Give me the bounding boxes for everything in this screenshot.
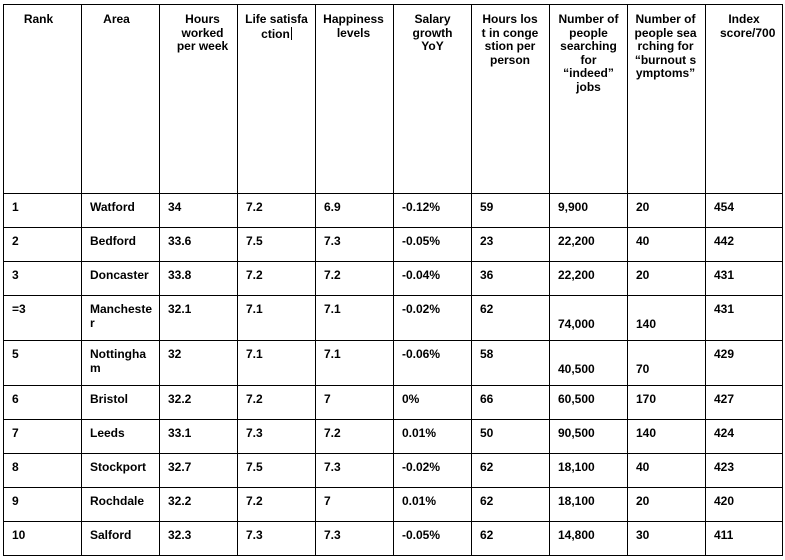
cell-burnout-searches[interactable]: 30 xyxy=(628,522,706,556)
cell-hours-worked[interactable]: 33.1 xyxy=(160,420,238,454)
cell-indeed-searches[interactable]: 14,800 xyxy=(550,522,628,556)
cell-happiness[interactable]: 7.1 xyxy=(316,296,394,341)
table-row xyxy=(4,194,783,228)
table-row xyxy=(4,262,783,296)
cell-life-satisfaction[interactable]: 7.2 xyxy=(238,488,316,522)
table-row xyxy=(4,296,783,341)
header-burnout-searches[interactable]: Number of people searching for “burnout symptoms” xyxy=(628,5,706,194)
cell-rank[interactable]: 10 xyxy=(4,522,82,556)
burnout-index-table xyxy=(3,4,783,556)
cell-area[interactable]: Manchester xyxy=(82,296,160,341)
cell-salary-growth[interactable]: 0.01% xyxy=(394,488,472,522)
cell-index-score[interactable]: 424 xyxy=(706,420,783,454)
cell-hours-lost[interactable]: 62 xyxy=(472,454,550,488)
cell-rank[interactable]: 1 xyxy=(4,194,82,228)
cell-indeed-searches[interactable]: 18,100 xyxy=(550,488,628,522)
cell-happiness[interactable]: 7 xyxy=(316,386,394,420)
table-row xyxy=(4,386,783,420)
cell-happiness[interactable]: 7.2 xyxy=(316,420,394,454)
cell-rank[interactable]: 9 xyxy=(4,488,82,522)
header-row xyxy=(4,5,783,194)
table-row xyxy=(4,488,783,522)
cell-hours-worked[interactable]: 32.7 xyxy=(160,454,238,488)
table-row xyxy=(4,522,783,556)
cell-area[interactable]: Bedford xyxy=(82,228,160,262)
cell-life-satisfaction[interactable]: 7.2 xyxy=(238,194,316,228)
cell-life-satisfaction[interactable]: 7.2 xyxy=(238,386,316,420)
cell-hours-worked[interactable]: 32.3 xyxy=(160,522,238,556)
cell-hours-worked[interactable]: 33.8 xyxy=(160,262,238,296)
cell-hours-worked[interactable]: 32.2 xyxy=(160,386,238,420)
cell-salary-growth[interactable]: -0.02% xyxy=(394,454,472,488)
cell-happiness[interactable]: 7.1 xyxy=(316,341,394,386)
cell-salary-growth[interactable]: -0.02% xyxy=(394,296,472,341)
table-body xyxy=(4,194,783,556)
cell-index-score[interactable]: 420 xyxy=(706,488,783,522)
cell-hours-worked[interactable]: 32.2 xyxy=(160,488,238,522)
cell-hours-lost[interactable]: 23 xyxy=(472,228,550,262)
cell-life-satisfaction[interactable]: 7.5 xyxy=(238,454,316,488)
cell-life-satisfaction[interactable]: 7.1 xyxy=(238,296,316,341)
cell-salary-growth[interactable]: -0.05% xyxy=(394,522,472,556)
cell-happiness[interactable]: 7.3 xyxy=(316,522,394,556)
cell-area[interactable]: Doncaster xyxy=(82,262,160,296)
cell-area[interactable]: Leeds xyxy=(82,420,160,454)
cell-index-score[interactable]: 431 xyxy=(706,296,783,341)
cell-index-score[interactable]: 442 xyxy=(706,228,783,262)
cell-rank[interactable]: 8 xyxy=(4,454,82,488)
cell-hours-lost[interactable]: 62 xyxy=(472,522,550,556)
cell-burnout-searches[interactable]: 170 xyxy=(628,386,706,420)
cell-index-score[interactable]: 411 xyxy=(706,522,783,556)
cell-indeed-searches[interactable]: 18,100 xyxy=(550,454,628,488)
cell-hours-lost[interactable]: 50 xyxy=(472,420,550,454)
cell-burnout-searches[interactable]: 140 xyxy=(628,296,706,341)
cell-rank[interactable]: 7 xyxy=(4,420,82,454)
cell-rank[interactable]: 3 xyxy=(4,262,82,296)
cell-area[interactable]: Bristol xyxy=(82,386,160,420)
cell-salary-growth[interactable]: 0.01% xyxy=(394,420,472,454)
cell-burnout-searches[interactable]: 70 xyxy=(628,341,706,386)
header-area[interactable]: Area xyxy=(82,5,160,194)
cell-indeed-searches[interactable]: 22,200 xyxy=(550,228,628,262)
cell-hours-worked[interactable]: 33.6 xyxy=(160,228,238,262)
cell-rank[interactable]: 5 xyxy=(4,341,82,386)
cell-happiness[interactable]: 6.9 xyxy=(316,194,394,228)
cell-rank[interactable]: =3 xyxy=(4,296,82,341)
header-life-satisfaction-text: Life satisfaction xyxy=(245,12,308,41)
cell-salary-growth[interactable]: -0.05% xyxy=(394,228,472,262)
cell-burnout-searches[interactable]: 140 xyxy=(628,420,706,454)
cell-hours-lost[interactable]: 58 xyxy=(472,341,550,386)
cell-indeed-searches[interactable]: 90,500 xyxy=(550,420,628,454)
table-row xyxy=(4,454,783,488)
cell-happiness[interactable]: 7 xyxy=(316,488,394,522)
cell-salary-growth[interactable]: -0.06% xyxy=(394,341,472,386)
cell-life-satisfaction[interactable]: 7.5 xyxy=(238,228,316,262)
cell-hours-lost[interactable]: 62 xyxy=(472,296,550,341)
cell-salary-growth[interactable]: 0% xyxy=(394,386,472,420)
cell-burnout-searches[interactable]: 20 xyxy=(628,262,706,296)
cell-index-score[interactable]: 423 xyxy=(706,454,783,488)
cell-burnout-searches[interactable]: 20 xyxy=(628,194,706,228)
cell-indeed-searches[interactable]: 60,500 xyxy=(550,386,628,420)
cell-area[interactable]: Salford xyxy=(82,522,160,556)
cell-index-score[interactable]: 431 xyxy=(706,262,783,296)
cell-area[interactable]: Nottingham xyxy=(82,341,160,386)
cell-hours-worked[interactable]: 32 xyxy=(160,341,238,386)
header-hours-worked[interactable]: Hours worked per week xyxy=(160,5,238,194)
cell-life-satisfaction[interactable]: 7.3 xyxy=(238,420,316,454)
header-index-score[interactable]: Index score/700 xyxy=(706,5,783,194)
header-happiness[interactable]: Happiness levels xyxy=(316,5,394,194)
cell-salary-growth[interactable]: -0.12% xyxy=(394,194,472,228)
table-row xyxy=(4,228,783,262)
cell-hours-lost[interactable]: 66 xyxy=(472,386,550,420)
header-indeed-searches[interactable]: Number of people searching for “indeed” jobs xyxy=(550,5,628,194)
cell-hours-worked[interactable]: 32.1 xyxy=(160,296,238,341)
cell-hours-lost[interactable]: 62 xyxy=(472,488,550,522)
table-row xyxy=(4,420,783,454)
cell-life-satisfaction[interactable]: 7.3 xyxy=(238,522,316,556)
cell-salary-growth[interactable]: -0.04% xyxy=(394,262,472,296)
cell-happiness[interactable]: 7.3 xyxy=(316,228,394,262)
cell-index-score[interactable]: 429 xyxy=(706,341,783,386)
cell-area[interactable]: Stockport xyxy=(82,454,160,488)
cell-life-satisfaction[interactable]: 7.1 xyxy=(238,341,316,386)
cell-burnout-searches[interactable]: 20 xyxy=(628,488,706,522)
cell-rank[interactable]: 6 xyxy=(4,386,82,420)
text-cursor xyxy=(291,27,292,40)
header-rank[interactable]: Rank xyxy=(4,5,82,194)
header-salary-growth[interactable]: Salary growth YoY xyxy=(394,5,472,194)
table-row xyxy=(4,341,783,386)
cell-burnout-searches[interactable]: 40 xyxy=(628,228,706,262)
cell-rank[interactable]: 2 xyxy=(4,228,82,262)
cell-indeed-searches[interactable]: 40,500 xyxy=(550,341,628,386)
header-hours-lost[interactable]: Hours lost in congestion per person xyxy=(472,5,550,194)
cell-hours-lost[interactable]: 36 xyxy=(472,262,550,296)
cell-happiness[interactable]: 7.2 xyxy=(316,262,394,296)
cell-hours-worked[interactable]: 34 xyxy=(160,194,238,228)
cell-area[interactable]: Rochdale xyxy=(82,488,160,522)
cell-burnout-searches[interactable]: 40 xyxy=(628,454,706,488)
cell-life-satisfaction[interactable]: 7.2 xyxy=(238,262,316,296)
cell-area[interactable]: Watford xyxy=(82,194,160,228)
cell-hours-lost[interactable]: 59 xyxy=(472,194,550,228)
cell-index-score[interactable]: 454 xyxy=(706,194,783,228)
header-life-satisfaction[interactable] xyxy=(238,5,316,194)
cell-indeed-searches[interactable]: 74,000 xyxy=(550,296,628,341)
cell-indeed-searches[interactable]: 22,200 xyxy=(550,262,628,296)
cell-indeed-searches[interactable]: 9,900 xyxy=(550,194,628,228)
cell-index-score[interactable]: 427 xyxy=(706,386,783,420)
cell-happiness[interactable]: 7.3 xyxy=(316,454,394,488)
